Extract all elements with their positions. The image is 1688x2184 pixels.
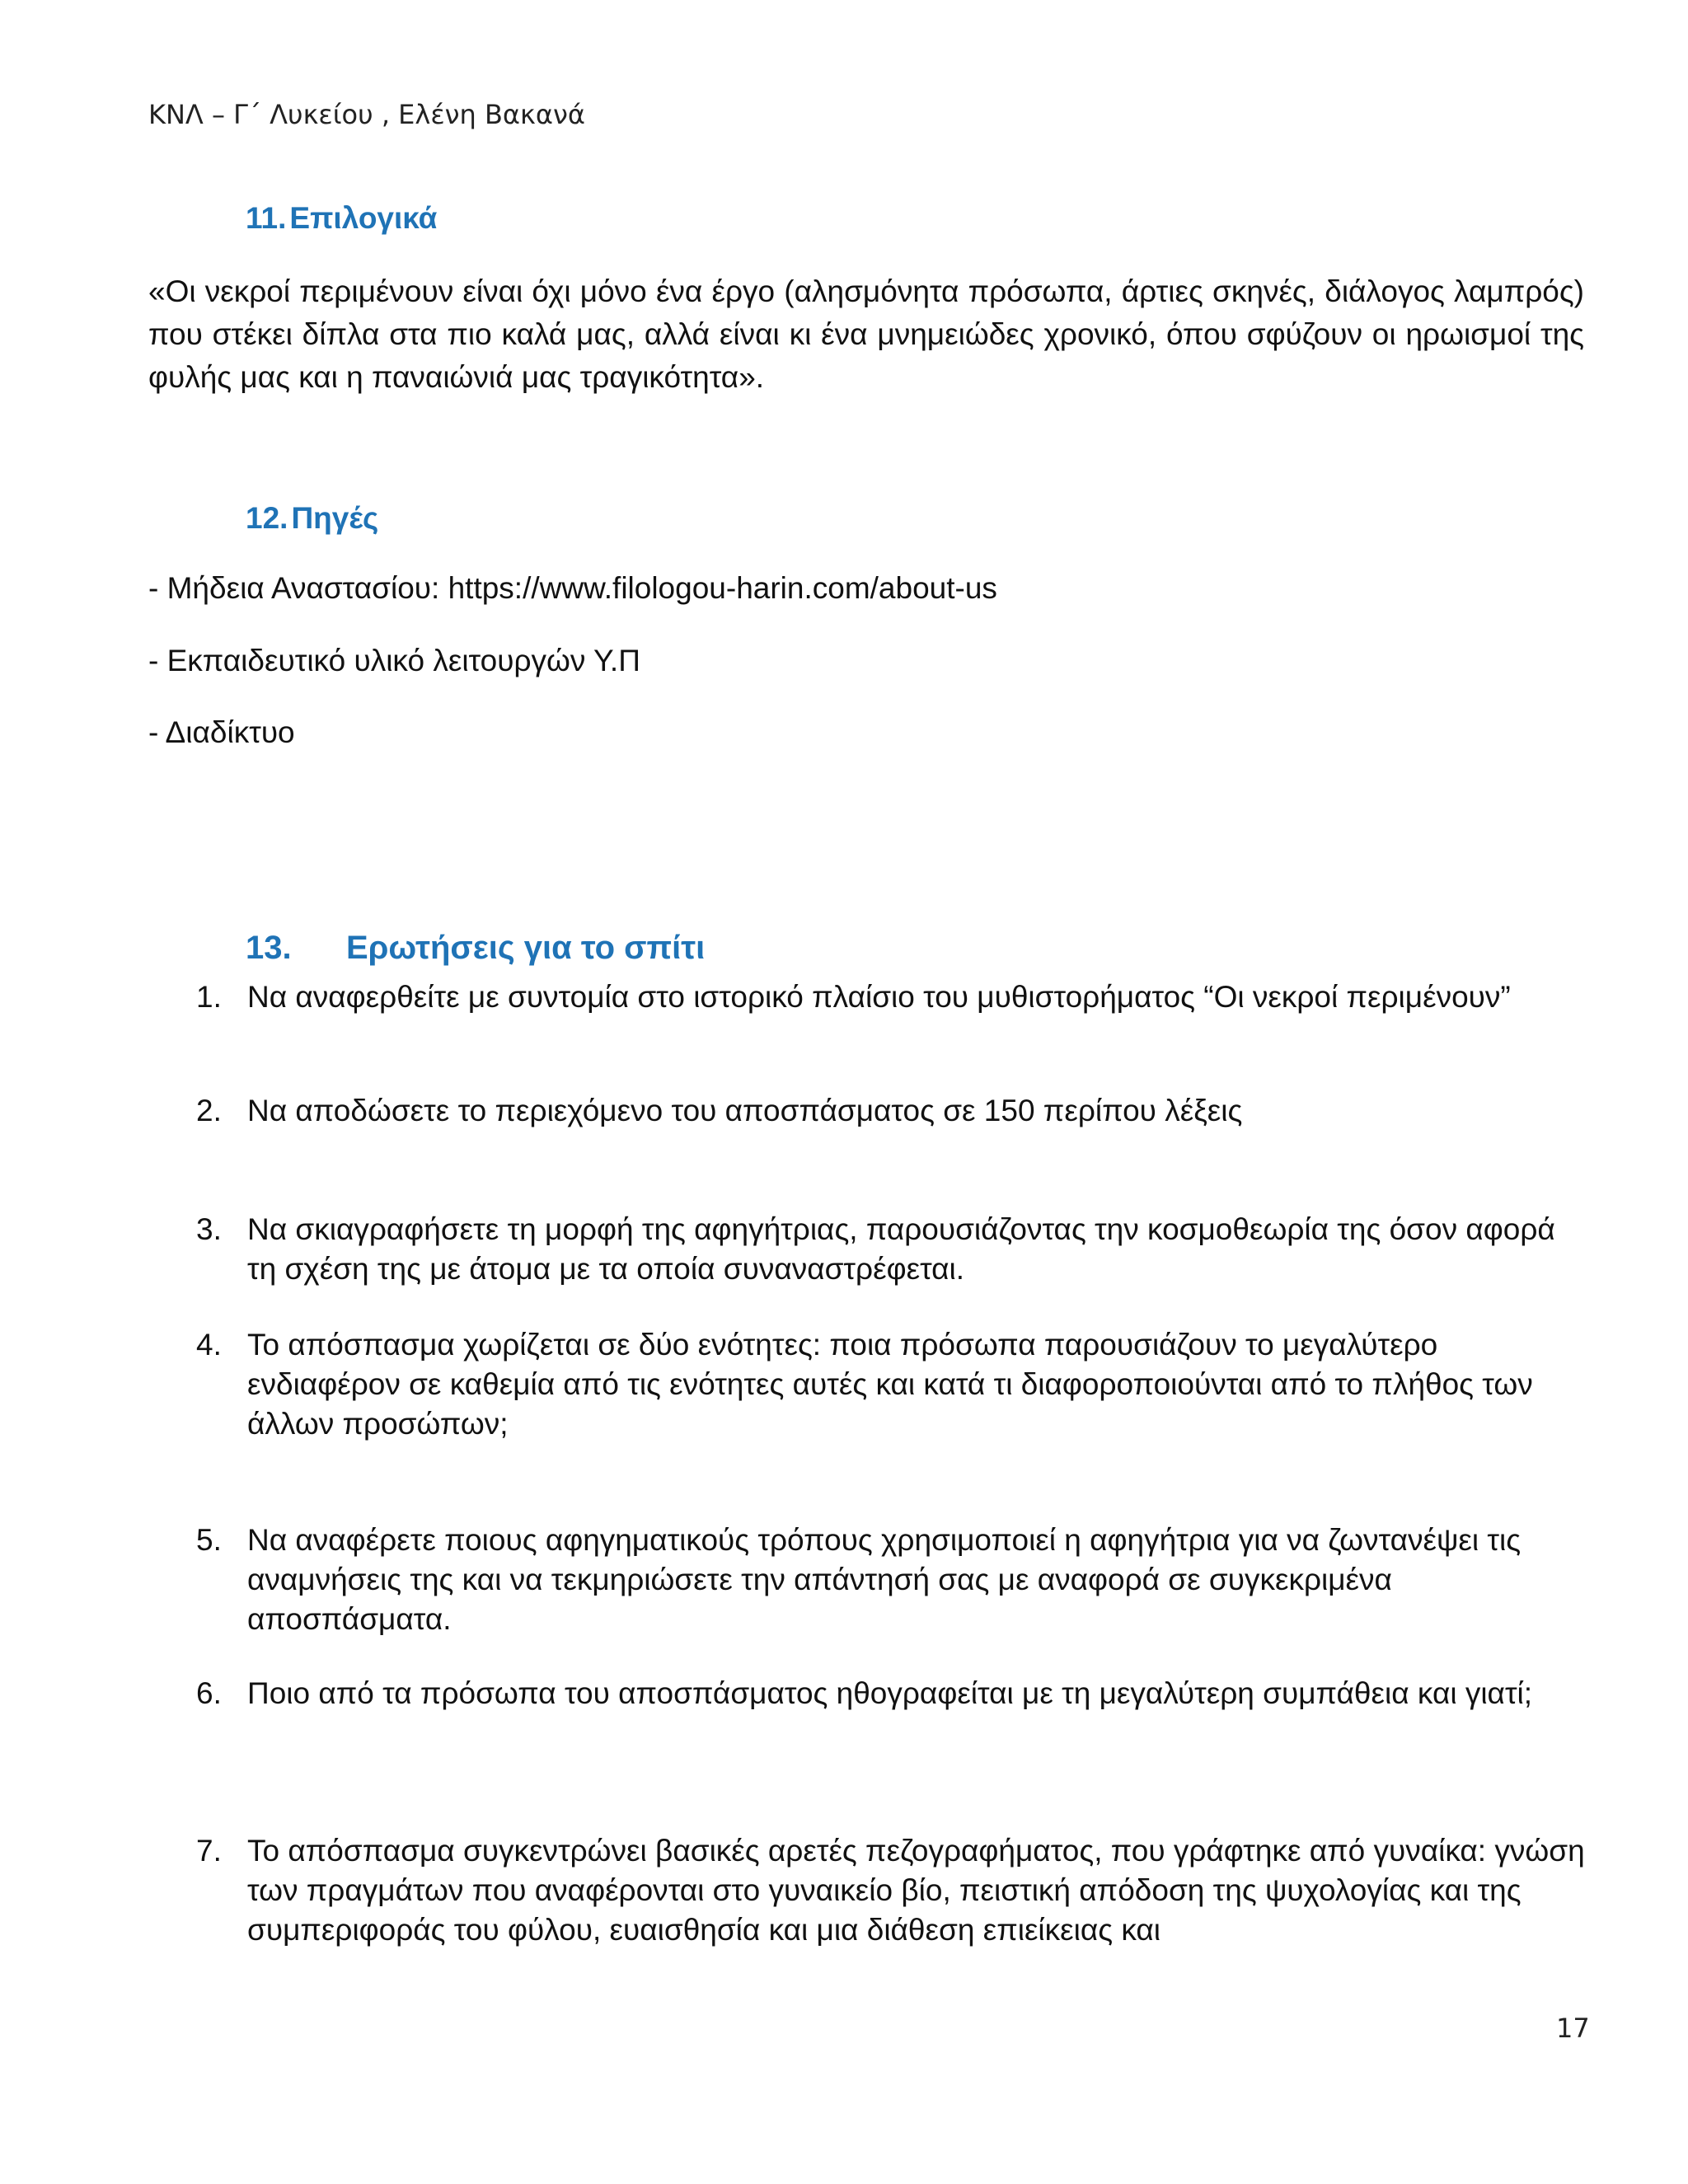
question-item [196, 1674, 1589, 1713]
section-number: 13. [246, 930, 292, 966]
section-heading-questions [246, 930, 705, 967]
question-text: Να αποδώσετε το περιεχόμενο του αποσπάσματος σε 150 περίπου λέξεις [247, 1094, 1243, 1127]
question-item [196, 1325, 1589, 1444]
section-title: Ερωτήσεις για το σπίτι [346, 930, 706, 966]
question-text: Το απόσπασμα χωρίζεται σε δύο ενότητες: ποια πρόσωπα παρουσιάζουν το μεγαλύτερο ενδιαφέρον σε καθεμία από τις ενότητες αυτές και κατά τι διαφοροποιούνται από το πλήθος των άλλων προσώπων; [247, 1328, 1533, 1441]
section-number: 11. [246, 201, 287, 235]
question-text: Το απόσπασμα συγκεντρώνει βασικές αρετές πεζογραφήματος, που γράφτηκε από γυναίκα: γνώση των πραγμάτων που αναφέρονται στο γυναικείο βίο, πειστική απόδοση της ψυχολογίας και της συμπεριφοράς του φύλου, ευαισθησία και μια διάθεση επιείκειας και [247, 1834, 1585, 1947]
question-number: 1. [196, 980, 222, 1014]
source-item: - Εκπαιδευτικό υλικό λειτουργών Υ.Π [148, 644, 640, 677]
section-title: Πηγές [291, 501, 379, 535]
page-header: ΚΝΛ – Γ΄ Λυκείου , Ελένη Βακανά [148, 99, 585, 130]
question-number: 7. [196, 1834, 222, 1868]
question-text: Να αναφερθείτε με συντομία στο ιστορικό πλαίσιο του μυθιστορήματος “Οι νεκροί περιμένουν” [247, 980, 1511, 1014]
section-heading-epilogika [246, 201, 437, 236]
question-number: 3. [196, 1212, 222, 1246]
question-item [196, 1091, 1589, 1131]
question-text: Ποιο από τα πρόσωπα του αποσπάσματος ηθογραφείται με τη μεγαλύτερη συμπάθεια και γιατί; [247, 1676, 1533, 1710]
epilogue-paragraph: «Οι νεκροί περιμένουν είναι όχι μόνο ένα έργο (αλησμόνητα πρόσωπα, άρτιες σκηνές, διάλογος λαμπρός) που στέκει δίπλα στα πιο καλά μας, αλλά είναι κι ένα μνημειώδες χρονικό, όπου σφύζουν οι ηρωισμοί της φυλής μας και η παναιώνιά μας τραγικότητα». [148, 274, 1584, 394]
question-number: 2. [196, 1094, 222, 1127]
question-text: Να αναφέρετε ποιους αφηγηματικούς τρόπους χρησιμοποιεί η αφηγήτρια για να ζωντανέψει τις αναμνήσεις της και να τεκμηριώσετε την απάντησή σας με αναφορά σε συγκεκριμένα αποσπάσματα. [247, 1523, 1522, 1636]
question-number: 6. [196, 1676, 222, 1710]
question-item [196, 1831, 1589, 1950]
question-number: 4. [196, 1328, 222, 1361]
source-item: - Μήδεια Αναστασίου: https://www.filologou-harin.com/about-us [148, 571, 997, 605]
source-item: - Διαδίκτυο [148, 715, 295, 749]
question-number: 5. [196, 1523, 222, 1557]
page-number: 17 [1556, 2013, 1590, 2044]
question-text: Να σκιαγραφήσετε τη μορφή της αφηγήτριας, παρουσιάζοντας την κοσμοθεωρία της όσον αφορά τη σχέση της με άτομα με τα οποία συναναστρέφεται. [247, 1212, 1555, 1286]
question-item [196, 1521, 1589, 1639]
question-item [196, 1210, 1589, 1289]
section-title: Επιλογικά [289, 201, 438, 235]
section-heading-piges [246, 501, 378, 536]
section-number: 12. [246, 501, 288, 535]
question-item [196, 977, 1589, 1017]
